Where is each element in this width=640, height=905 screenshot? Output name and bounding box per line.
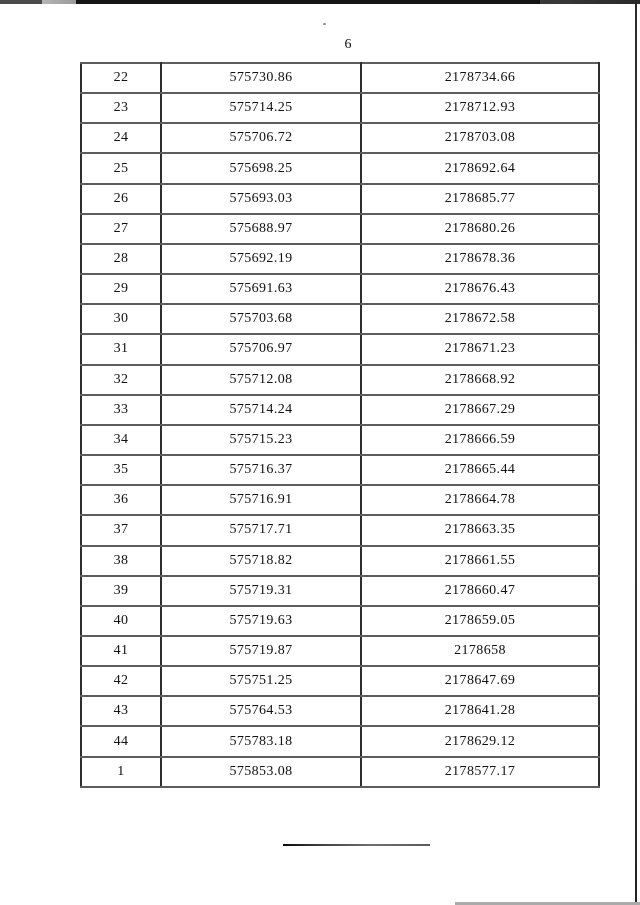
y-coordinate-cell: 2178660.47: [361, 576, 599, 606]
scan-edge-right: [635, 0, 637, 905]
y-coordinate-cell: 2178665.44: [361, 455, 599, 485]
y-coordinate-cell: 2178676.43: [361, 274, 599, 304]
y-coordinate-cell: 2178692.64: [361, 153, 599, 183]
x-coordinate-cell: 575715.23: [161, 425, 361, 455]
point-number-cell: 41: [81, 636, 161, 666]
x-coordinate-cell: 575693.03: [161, 184, 361, 214]
table-row: [81, 546, 599, 576]
x-coordinate-cell: 575751.25: [161, 666, 361, 696]
point-number-cell: 29: [81, 274, 161, 304]
x-coordinate-cell: 575698.25: [161, 153, 361, 183]
point-number-cell: 31: [81, 334, 161, 364]
point-number-cell: 34: [81, 425, 161, 455]
x-coordinate-cell: 575716.91: [161, 485, 361, 515]
coordinates-table: [80, 62, 600, 788]
point-number-cell: 22: [81, 63, 161, 93]
y-coordinate-cell: 2178666.59: [361, 425, 599, 455]
point-number-cell: 36: [81, 485, 161, 515]
table-row: [81, 274, 599, 304]
y-coordinate-cell: 2178664.78: [361, 485, 599, 515]
x-coordinate-cell: 575718.82: [161, 546, 361, 576]
point-number-cell: 1: [81, 757, 161, 787]
table-row: [81, 606, 599, 636]
point-number-cell: 25: [81, 153, 161, 183]
point-number-cell: 37: [81, 515, 161, 545]
point-number-cell: 33: [81, 395, 161, 425]
table-row: [81, 666, 599, 696]
table-row: [81, 515, 599, 545]
x-coordinate-cell: 575714.25: [161, 93, 361, 123]
table-row: [81, 726, 599, 756]
y-coordinate-cell: 2178663.35: [361, 515, 599, 545]
y-coordinate-cell: 2178712.93: [361, 93, 599, 123]
y-coordinate-cell: 2178647.69: [361, 666, 599, 696]
x-coordinate-cell: 575719.87: [161, 636, 361, 666]
x-coordinate-cell: 575712.08: [161, 365, 361, 395]
x-coordinate-cell: 575688.97: [161, 214, 361, 244]
point-number-cell: 32: [81, 365, 161, 395]
x-coordinate-cell: 575717.71: [161, 515, 361, 545]
point-number-cell: 28: [81, 244, 161, 274]
page-number: 6: [344, 37, 352, 52]
x-coordinate-cell: 575730.86: [161, 63, 361, 93]
point-number-cell: 40: [81, 606, 161, 636]
point-number-cell: 39: [81, 576, 161, 606]
x-coordinate-cell: 575716.37: [161, 455, 361, 485]
y-coordinate-cell: 2178678.36: [361, 244, 599, 274]
x-coordinate-cell: 575783.18: [161, 726, 361, 756]
x-coordinate-cell: 575764.53: [161, 696, 361, 726]
table-row: [81, 244, 599, 274]
scan-speck: [323, 23, 326, 25]
table-row: [81, 304, 599, 334]
x-coordinate-cell: 575692.19: [161, 244, 361, 274]
point-number-cell: 24: [81, 123, 161, 153]
footer-separator-line: [283, 844, 430, 846]
y-coordinate-cell: 2178659.05: [361, 606, 599, 636]
table-row: [81, 485, 599, 515]
table-row: [81, 425, 599, 455]
point-number-cell: 38: [81, 546, 161, 576]
point-number-cell: 43: [81, 696, 161, 726]
table-row: [81, 395, 599, 425]
table-row: [81, 636, 599, 666]
table-row: [81, 757, 599, 787]
point-number-cell: 30: [81, 304, 161, 334]
table-row: [81, 214, 599, 244]
x-coordinate-cell: 575714.24: [161, 395, 361, 425]
x-coordinate-cell: 575719.63: [161, 606, 361, 636]
point-number-cell: 35: [81, 455, 161, 485]
y-coordinate-cell: 2178672.58: [361, 304, 599, 334]
x-coordinate-cell: 575706.97: [161, 334, 361, 364]
point-number-cell: 42: [81, 666, 161, 696]
y-coordinate-cell: 2178667.29: [361, 395, 599, 425]
y-coordinate-cell: 2178668.92: [361, 365, 599, 395]
table-row: [81, 93, 599, 123]
point-number-cell: 23: [81, 93, 161, 123]
y-coordinate-cell: 2178734.66: [361, 63, 599, 93]
table-row: [81, 455, 599, 485]
table-row: [81, 334, 599, 364]
point-number-cell: 26: [81, 184, 161, 214]
x-coordinate-cell: 575719.31: [161, 576, 361, 606]
y-coordinate-cell: 2178629.12: [361, 726, 599, 756]
y-coordinate-cell: 2178703.08: [361, 123, 599, 153]
table-row: [81, 365, 599, 395]
y-coordinate-cell: 2178680.26: [361, 214, 599, 244]
table-row: [81, 696, 599, 726]
y-coordinate-cell: 2178671.23: [361, 334, 599, 364]
coordinates-table-body: [81, 63, 599, 787]
y-coordinate-cell: 2178658: [361, 636, 599, 666]
table-row: [81, 123, 599, 153]
table-row: [81, 184, 599, 214]
x-coordinate-cell: 575703.68: [161, 304, 361, 334]
y-coordinate-cell: 2178577.17: [361, 757, 599, 787]
table-row: [81, 153, 599, 183]
point-number-cell: 44: [81, 726, 161, 756]
scan-edge-top: [0, 0, 640, 4]
y-coordinate-cell: 2178685.77: [361, 184, 599, 214]
x-coordinate-cell: 575706.72: [161, 123, 361, 153]
point-number-cell: 27: [81, 214, 161, 244]
x-coordinate-cell: 575691.63: [161, 274, 361, 304]
x-coordinate-cell: 575853.08: [161, 757, 361, 787]
table-row: [81, 576, 599, 606]
y-coordinate-cell: 2178641.28: [361, 696, 599, 726]
table-row: [81, 63, 599, 93]
y-coordinate-cell: 2178661.55: [361, 546, 599, 576]
